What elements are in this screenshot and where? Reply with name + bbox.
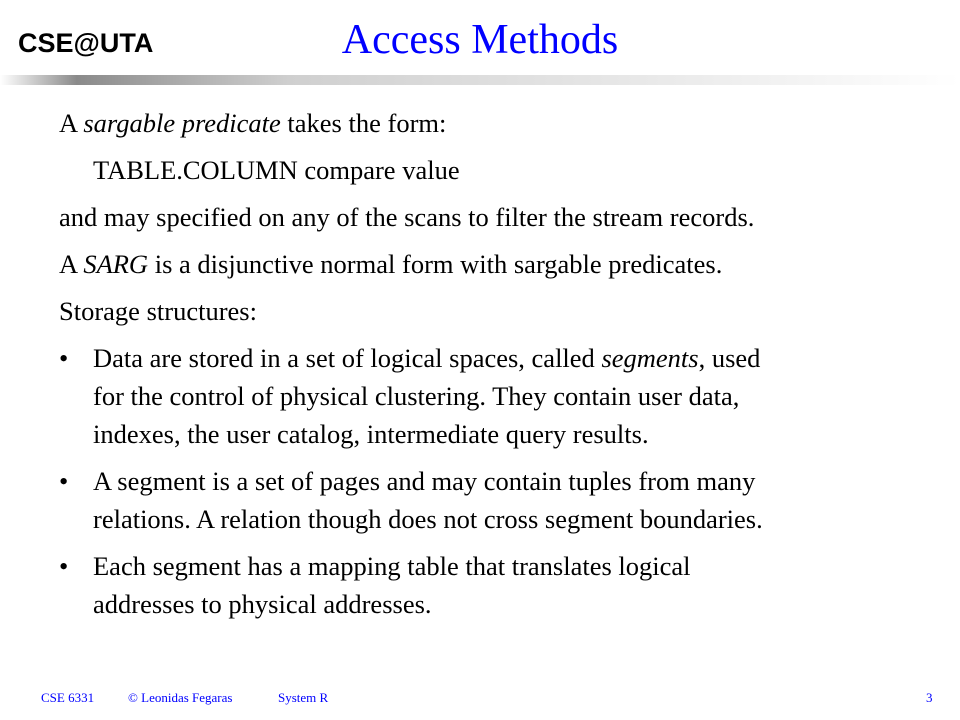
storage-heading: Storage structures: bbox=[59, 296, 257, 326]
footer-author: © Leonidas Fegaras bbox=[128, 690, 233, 705]
term-segments: segments bbox=[601, 343, 699, 373]
page-number: 3 bbox=[926, 690, 933, 705]
bullet-segments: • Data are stored in a set of logical spaces, called segments, used for the control of physical clustering. They contain user data, indexes, the user catalog, intermediate query results. bbox=[59, 339, 939, 453]
footer-course: CSE 6331 bbox=[41, 690, 95, 705]
bullet-mapping-table: • Each segment has a mapping table that translates logical addresses to physical addresses. bbox=[59, 547, 939, 623]
bullet-dot: • bbox=[59, 466, 69, 496]
title-divider bbox=[0, 75, 960, 85]
bullet-dot: • bbox=[59, 343, 69, 373]
sargable-definition: A sargable predicate takes the form: bbox=[59, 108, 447, 138]
footer-topic: System R bbox=[278, 690, 329, 705]
slide-body bbox=[59, 104, 939, 632]
svg-text:CSE@UTA: CSE@UTA bbox=[18, 28, 154, 58]
term-sargable-predicate: sargable predicate bbox=[83, 108, 281, 138]
predicate-form: TABLE.COLUMN compare value bbox=[93, 155, 460, 185]
scan-filter-text: and may specified on any of the scans to filter the stream records. bbox=[59, 202, 755, 232]
bullet-dot: • bbox=[59, 551, 69, 581]
bullet-pages: • A segment is a set of pages and may contain tuples from many relations. A relation though does not cross segment boundaries. bbox=[59, 462, 939, 538]
slide-footer bbox=[0, 690, 960, 710]
slide-title: Access Methods bbox=[341, 17, 619, 63]
term-sarg: SARG bbox=[83, 249, 149, 279]
sarg-definition: A SARG is a disjunctive normal form with sargable predicates. bbox=[59, 249, 723, 279]
